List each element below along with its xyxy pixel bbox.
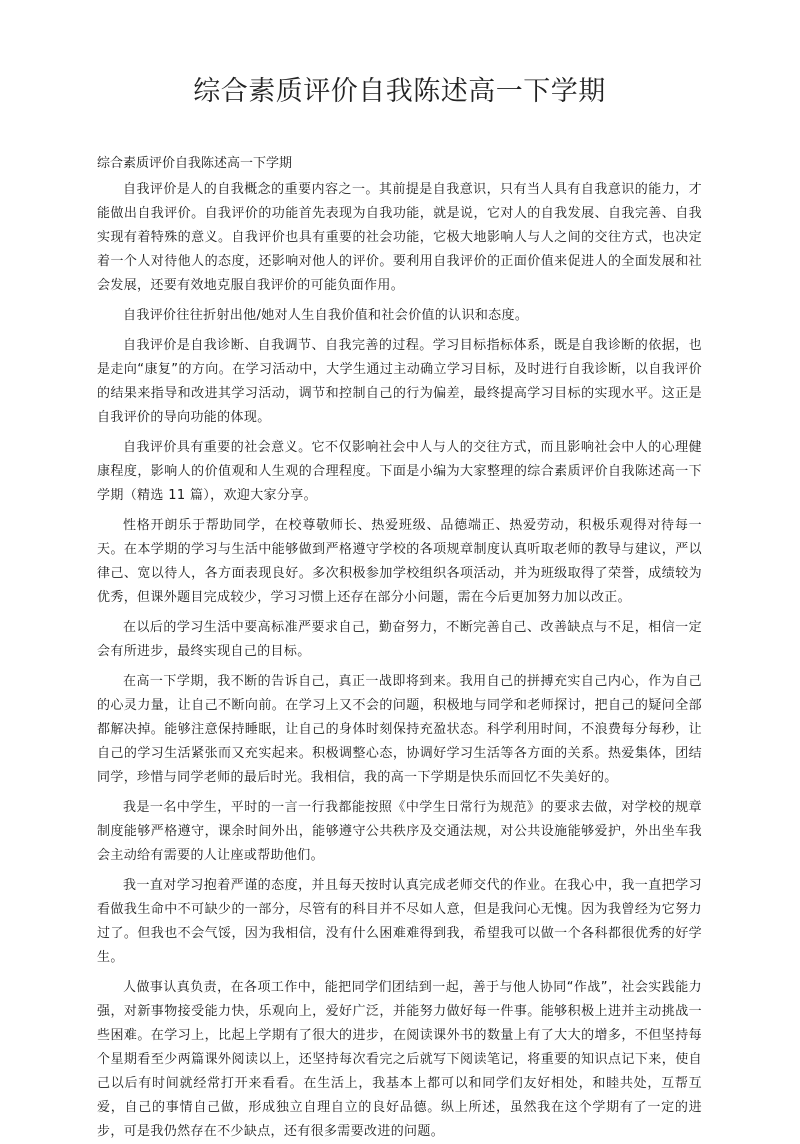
paragraph: 在高一下学期，我不断的告诉自己，真正一战即将到来。我用自己的拼搏充实自己内心，作为自己的心灵力量，让自己不断向前。在学习上又不会的问题，积极地与同学和老师探讨，把自己的疑问全部都解决掉。能够注意保持睡眠，让自己的身体时刻保持充盈状态。科学利用时间，不浪费每分每秒，让自己的学习生活紧张而又充实起来。积极调整心态，协调好学习生活等各方面的关系。热爱集体，团结同学，珍惜与同学老师的最后时光。我相信，我的高一下学期是快乐而回忆不失美好的。	[97, 674, 702, 785]
paragraph: 我是一名中学生，平时的一言一行我都能按照《中学生日常行为规范》的要求去做，对学校的规章制度能够严格遵守，课余时间外出，能够遵守公共秩序及交通法规，对公共设施能够爱护，外出坐车我会主动给有需要的人让座或帮助他们。	[97, 800, 702, 863]
paragraph: 自我评价是自我诊断、自我调节、自我完善的过程。学习目标指标体系，既是自我诊断的依据，也是走向“康复”的方向。在学习活动中，大学生通过主动确立学习目标，及时进行自我诊断，以自我评价的结果来指导和改进其学习活动，调节和控制自己的行为偏差，最终提高学习目标的实现水平。这正是自我评价的导向功能的体现。	[97, 338, 702, 425]
document-body	[97, 178, 702, 1144]
paragraph: 我一直对学习抱着严谨的态度，并且每天按时认真完成老师交代的作业。在我心中，我一直把学习看做我生命中不可缺少的一部分，尽管有的科目并不尽如人意，但是我问心无愧。因为我曾经为它努力过了。但我也不会气馁，因为我相信，没有什么困难难得到我，希望我可以做一个各科都很优秀的好学生。	[97, 878, 702, 965]
paragraph: 自我评价往往折射出他/她对人生自我价值和社会价值的认识和态度。	[123, 308, 529, 323]
paragraph: 自我评价是人的自我概念的重要内容之一。其前提是自我意识，只有当人具有自我意识的能力，才能做出自我评价。自我评价的功能首先表现为自我功能，就是说，它对人的自我发展、自我完善、自我实现有着特殊的意义。自我评价也具有重要的社会功能，它极大地影响人与人之间的交往方式，也决定着一个人对待他人的态度，还影响对他人的评价。要利用自我评价的正面价值来促进人的全面发展和社会发展，还要有效地克服自我评价的可能负面作用。	[97, 182, 702, 293]
paragraph: 在以后的学习生活中要高标准严要求自己，勤奋努力，不断完善自己、改善缺点与不足，相信一定会有所进步，最终实现自己的目标。	[97, 620, 702, 659]
paragraph: 自我评价具有重要的社会意义。它不仅影响社会中人与人的交往方式，而且影响社会中人的心理健康程度，影响人的价值观和人生观的合理程度。下面是小编为大家整理的综合素质评价自我陈述高一下学期（精选 11 篇），欢迎大家分享。	[97, 440, 702, 503]
document-subtitle: 综合素质评价自我陈述高一下学期	[97, 156, 293, 171]
paragraph: 性格开朗乐于帮助同学，在校尊敬师长、热爱班级、品德端正、热爱劳动，积极乐观得对待每一天。在本学期的学习与生活中能够做到严格遵守学校的各项规章制度认真听取老师的教导与建议，严以律己、宽以待人，各方面表现良好。多次积极参加学校组织各项活动，并为班级取得了荣誉，成绩较为优秀，但课外题目完成较少，学习习惯上还存在部分小问题，需在今后更加努力加以改正。	[97, 518, 702, 605]
paragraph: 人做事认真负责，在各项工作中，能把同学们团结到一起，善于与他人协同“作战”，社会实践能力强，对新事物接受能力快，乐观向上，爱好广泛，并能努力做好每一件事。能够积极上进并主动挑战一些困难。在学习上，比起上学期有了很大的进步，在阅读课外书的数量上有了大大的增多，不但坚持每个星期看至少两篇课外阅读以上，还坚持每次看完之后就写下阅读笔记，将重要的知识点记下来，使自己以后有时间就经常打开来看看。在生活上，我基本上都可以和同学们友好相处，和睦共处，互帮互爱，自己的事情自己做，形成独立自理自立的良好品德。纵上所述，虽然我在这个学期有了一定的进步，可是我仍然存在不少缺点，还有很多需要改进的问题。	[97, 980, 702, 1139]
document-title: 综合素质评价自我陈述高一下学期	[193, 76, 606, 107]
